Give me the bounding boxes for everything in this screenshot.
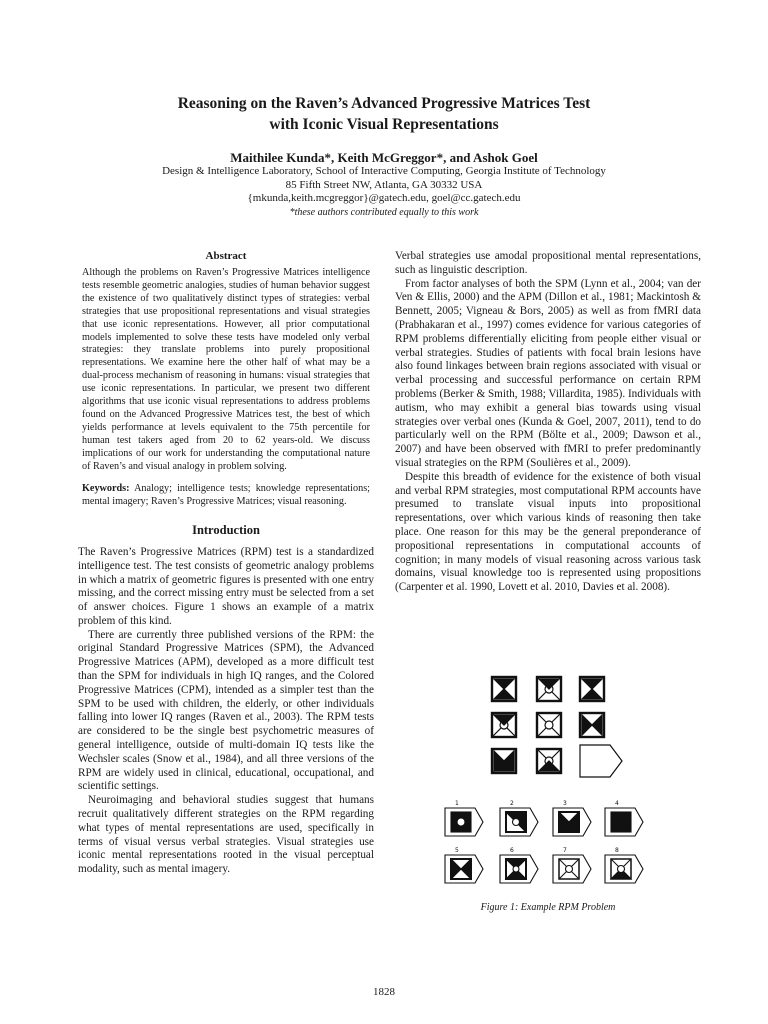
- right-column: [395, 250, 701, 595]
- title-line-1: Reasoning on the Raven’s Advanced Progressive Matrices Test: [177, 95, 591, 112]
- keywords-line: [82, 482, 370, 508]
- paragraph: The Raven’s Progressive Matrices (RPM) test is a standardized intelligence test. The test consists of geometric analogy problems in which a matrix of geometric figures is presented with one entry missing, and the correct missing entry must be selected from a set of answer choices. Figure 1 shows an example of a matrix problem of this kind.: [78, 545, 374, 627]
- paper-title: [0, 93, 768, 135]
- keywords-label: Keywords:: [82, 482, 130, 494]
- answer-number: 1: [455, 800, 459, 807]
- matrix-cell: [537, 749, 561, 773]
- paragraph: There are currently three published versions of the RPM: the original Standard Progressive Matrices (SPM), the Advanced Progressive Matrices (APM), developed as a more difficult test than the SPM for individuals in high IQ ranges, and the Colored Progressive Matrices (CPM), intended as a simpler test than the SPM to be used with children, the elderly, or other individuals falling into lower IQ ranges (Raven et al., 2003). The RPM tests are considered to be the single best psychometric measures of general intelligence, outside of multi-domain IQ tests like the Wechsler scales (Snow et al., 1984), and all three versions of the RPM are widely used in clinical, educational, occupational, and scientific settings.: [78, 628, 374, 793]
- answer-number: 6: [510, 847, 514, 854]
- rpm-matrix: [492, 677, 622, 777]
- introduction-heading: Introduction: [192, 522, 260, 537]
- page-number: 1828: [373, 986, 395, 998]
- answer-option-1: [445, 800, 483, 836]
- answer-option-4: [605, 800, 643, 836]
- author-list: Maithilee Kunda*, Keith McGreggor*, and Ashok Goel: [230, 150, 538, 165]
- paragraph: Despite this breadth of evidence for the existence of both visual and verbal RPM strategies, most computational RPM accounts have presumed to translate visual inputs into propositional representations, over which various kinds of reasoning then take place. One reason for this may be the general preponderance of propositional representations in computational accounts of cognition; in many models of visual reasoning across various task domains, visual knowledge too is represented using propositions (Carpenter et al. 1990, Lovett et al. 2010, Davies et al. 2008).: [395, 470, 701, 594]
- answer-option-7: [553, 847, 591, 883]
- address-line: 85 Fifth Street NW, Atlanta, GA 30332 USA: [285, 178, 483, 191]
- abstract-text: Although the problems on Raven’s Progressive Matrices intelligence tests resemble geometric analogies, studies of human behavior suggest the existence of two qualitatively distinct types of strategies: verbal strategies that use propositional representations and visual strategies that use iconic representations. However, all prior computational models implemented to solve these tests have modeled only verbal strategies: they translate problems into purely propositional representations. We examine here the other half of what may be a dual-process mechanism of reasoning in humans: visual strategies that use iconic representations. In particular, we present two different algorithms that use iconic visual representations to address problems found on the Advanced Progressive Matrices test, the best of which yields performance at levels equivalent to the 75th percentile for human test takers aged from 20 to 62 years-old. We discuss implications of our work for understanding the computational nature of Raven’s and visual analogy in problem solving.: [82, 267, 370, 472]
- matrix-cell: [492, 749, 516, 773]
- paragraph: Neuroimaging and behavioral studies suggest that humans recruit qualitatively different strategies on the RPM regarding what types of mental representations are used, specifically in terms of visual versus verbal strategies. Visual strategies use iconic mental representations rooted in the visual perceptual modality, such as mental imagery.: [78, 794, 374, 876]
- answer-option-5: [445, 847, 483, 883]
- matrix-cell: [492, 713, 516, 737]
- answer-number: 8: [615, 847, 619, 854]
- abstract-section: [78, 267, 374, 508]
- figure-caption: Figure 1: Example RPM Problem: [480, 902, 616, 913]
- left-column: [78, 250, 374, 877]
- left-body: [78, 546, 374, 877]
- answer-choices: [445, 800, 643, 883]
- keywords-text: Analogy; intelligence tests; knowledge representations; mental imagery; Raven’s Progressive Matrices; visual reasoning.: [82, 482, 370, 507]
- matrix-cell: [580, 677, 604, 701]
- equal-contribution-note: *these authors contributed equally to this work: [289, 206, 479, 218]
- email-line: {mkunda,keith.mcgreggor}@gatech.edu, goel@cc.gatech.edu: [247, 192, 521, 204]
- abstract-heading: Abstract: [205, 250, 247, 262]
- matrix-cell: [537, 677, 561, 701]
- missing-entry-cell: [580, 745, 622, 777]
- title-line-2: with Iconic Visual Representations: [269, 116, 499, 133]
- answer-option-2: [500, 800, 538, 836]
- rpm-problem-illustration: [420, 665, 660, 900]
- matrix-cell: [537, 713, 561, 737]
- answer-option-6: [500, 847, 538, 883]
- matrix-cell: [492, 677, 516, 701]
- paragraph: From factor analyses of both the SPM (Lynn et al., 2004; van der Ven & Ellis, 2000) and the APM (Dillon et al., 1981; Mackintosh & Bennett, 2005; Vigneau & Bors, 2005) as well as from fMRI data (Prabhakaran et al., 1997) comes evidence for various categories of RPM problems differentially eliciting from people either visual or verbal strategies. Studies of patients with focal brain lesions have also found linkages between brain regions associated with visual or verbal processing and successful performance on certain RPM problems (Berker & Smith, 1988; Villardita, 1985). Individuals with autism, who may exhibit a general bias towards using visual strategies over verbal ones (Kunda & Goel, 2007, 2011), tend to do particularly well on the RPM (Bölte et al., 2009; Dawson et al., 2007) and have been observed with fMRI to prefer predominantly visual strategies on the RPM (Soulières et al., 2009).: [395, 277, 701, 469]
- answer-number: 2: [510, 800, 514, 807]
- affiliation-line: Design & Intelligence Laboratory, School of Interactive Computing, Georgia Institute of Technology: [162, 165, 606, 177]
- matrix-cell: [580, 713, 604, 737]
- answer-option-3: [553, 800, 591, 836]
- affiliation-block: [0, 165, 768, 219]
- answer-number: 5: [455, 847, 459, 854]
- answer-option-8: [605, 847, 643, 883]
- answer-number: 3: [563, 800, 567, 807]
- answer-number: 4: [615, 800, 619, 807]
- answer-number: 7: [563, 847, 567, 854]
- rpm-figure: [420, 665, 660, 915]
- paragraph: Verbal strategies use amodal propositional mental representations, such as linguistic description.: [395, 250, 701, 276]
